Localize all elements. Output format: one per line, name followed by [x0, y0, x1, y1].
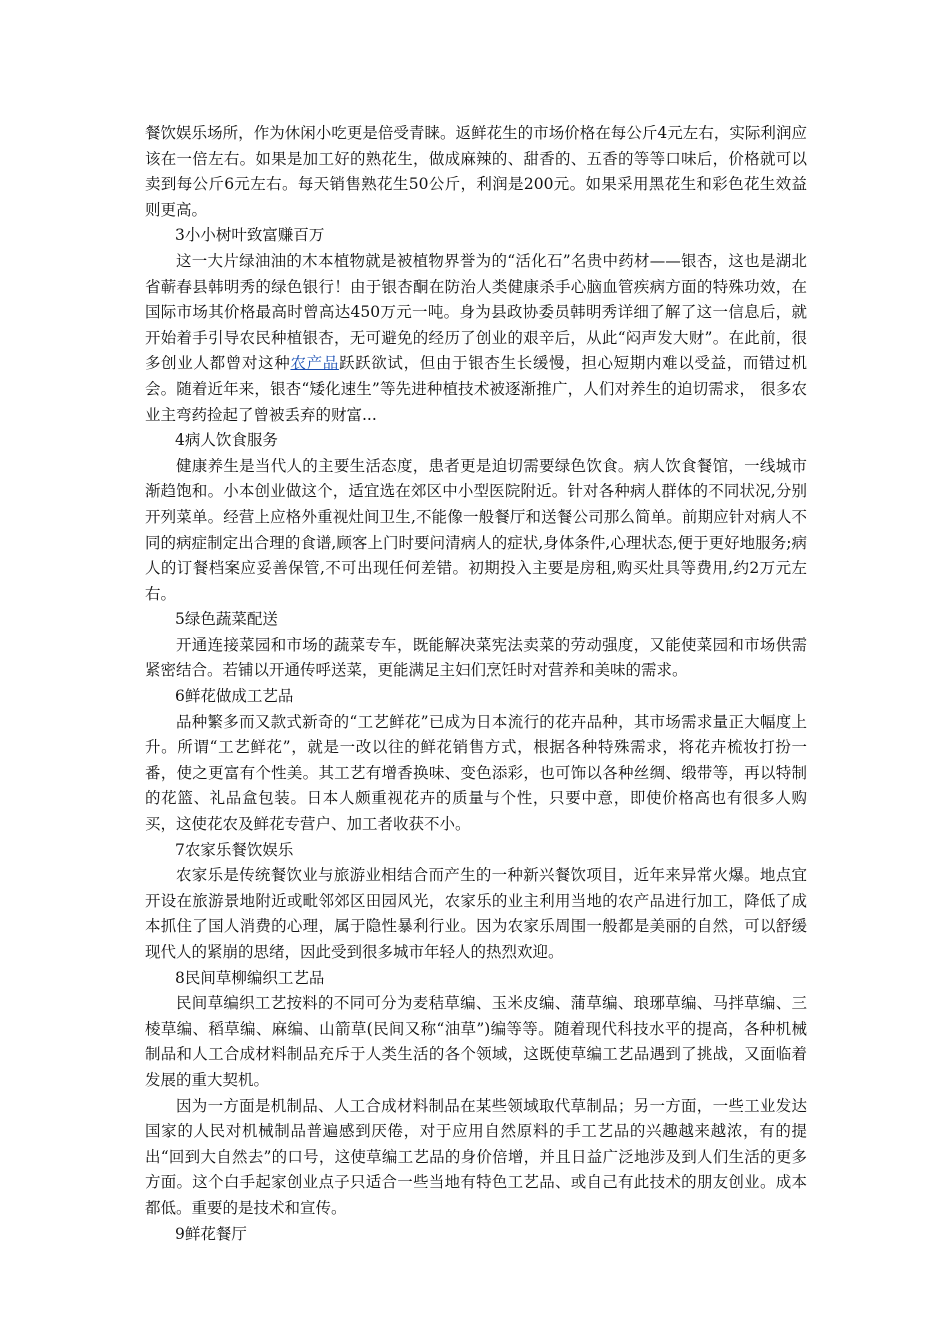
paragraph-7: 农家乐是传统餐饮业与旅游业相结合而产生的一种新兴餐饮项目，近年来异常火爆。地点宜开设在旅游景地附近或毗邻郊区田园风光，农家乐的业主利用当地的农产品进行加工，降低了成本抓住了国人消费的心理，属于隐性暴利行业。因为农家乐周围一般都是美丽的自然，可以舒缓现代人的紧崩的思绪，因此受到很多城市年轻人的热烈欢迎。 [145, 866, 807, 961]
paragraph-8a: 民间草编织工艺按料的不同可分为麦秸草编、玉米皮编、蒲草编、琅琊草编、马拌草编、三棱草编、稻草编、麻编、山箭草(民间又称“油草”)编等等。随着现代科技水平的提高，各种机械制品和人工合成材料制品充斥于人类生活的各个领域，这既使草编工艺品遇到了挑战，又面临着发展的重大契机。 [145, 994, 807, 1089]
heading-8: 8民间草柳编织工艺品 [175, 968, 325, 987]
paragraph-5: 开通连接菜园和市场的蔬菜专车，既能解决菜宪法卖菜的劳动强度，又能使菜园和市场供需紧密结合。若铺以开通传呼送菜，更能满足主妇们烹饪时对营养和美味的需求。 [145, 635, 807, 680]
paragraph-4: 健康养生是当代人的主要生活态度，患者更是迫切需要绿色饮食。病人饮食餐馆，一线城市渐趋饱和。小本创业做这个，适宜选在郊区中小型医院附近。针对各种病人群体的不同状况,分别开列菜单。经营上应格外重视灶间卫生,不能像一般餐厅和送餐公司那么简单。前期应针对病人不同的病症制定出合理的食谱,顾客上门时要问清病人的症状,身体条件,心理状态,便于更好地服务;病人的订餐档案应妥善保管,不可出现任何差错。初期投入主要是房租,购买灶具等费用,约2万元左右。 [145, 456, 807, 603]
heading-4: 4病人饮食服务 [175, 431, 278, 450]
paragraph-3-text-b: 跃跃欲试，但由于银杏生长缓慢，担心短期内难以受益，而错过机会。随着近年来，银杏“矮化速生”等先进种植技术被逐渐推广，人们对养生的迫切需求， 很多农业主弯药捡起了曾被丢弃的财富... [145, 354, 807, 424]
document-body [145, 121, 807, 1247]
paragraph-6: 品种繁多而又款式新奇的“工艺鲜花”已成为日本流行的花卉品种，其市场需求量正大幅度上升。所谓“工艺鲜花”，就是一改以往的鲜花销售方式，根据各种特殊需求，将花卉梳妆打扮一番，使之更富有个性美。其工艺有增香换味、变色添彩，也可饰以各种丝绸、缎带等，再以特制的花篮、礼品盒包装。日本人颇重视花卉的质量与个性，只要中意，即使价格高也有很多人购买，这使花农及鲜花专营户、加工者收获不小。 [145, 712, 807, 834]
heading-6: 6鲜花做成工艺品 [175, 687, 294, 706]
paragraph-intro: 餐饮娱乐场所，作为休闲小吃更是倍受青睐。返鲜花生的市场价格在每公斤4元左右，实际利润应该在一倍左右。如果是加工好的熟花生，做成麻辣的、甜香的、五香的等等口味后，价格就可以卖到每公斤6元左右。每天销售熟花生50公斤，利润是200元。如果采用黑花生和彩色花生效益则更高。 [145, 124, 807, 219]
paragraph-3-text-a: 这一大片绿油油的木本植物就是被植物界誉为的“活化石”名贵中药材——银杏，这也是湖北省蕲春县韩明秀的绿色银行！由于银杏酮在防治人类健康杀手心脑血管疾病方面的特殊功效，在国际市场其价格最高时曾高达450万元一吨。身为县政协委员韩明秀详细了解了这一信息后，就开始着手引导农民种植银杏，无可避免的经历了创业的艰辛后，从此“闷声发大财”。在此前，很多创业人都曾对这种 [145, 251, 807, 373]
heading-9: 9鲜花餐厅 [175, 1224, 247, 1243]
heading-3: 3小小树叶致富赚百万 [175, 226, 325, 245]
paragraph-3 [145, 249, 807, 428]
agricultural-products-link[interactable]: 农产品 [290, 354, 339, 373]
paragraph-8b: 因为一方面是机制品、人工合成材料制品在某些领域取代草制品；另一方面，一些工业发达国家的人民对机械制品普遍感到厌倦，对于应用自然原料的手工艺品的兴趣越来越浓，有的提出“回到大自然去”的口号，这使草编工艺品的身价倍增，并且日益广泛地涉及到人们生活的更多方面。这个白手起家创业点子只适合一些当地有特色工艺品、或自己有此技术的朋友创业。成本都低。重要的是技术和宣传。 [145, 1096, 807, 1217]
heading-7: 7农家乐餐饮娱乐 [175, 840, 294, 859]
heading-5: 5绿色蔬菜配送 [175, 610, 278, 629]
